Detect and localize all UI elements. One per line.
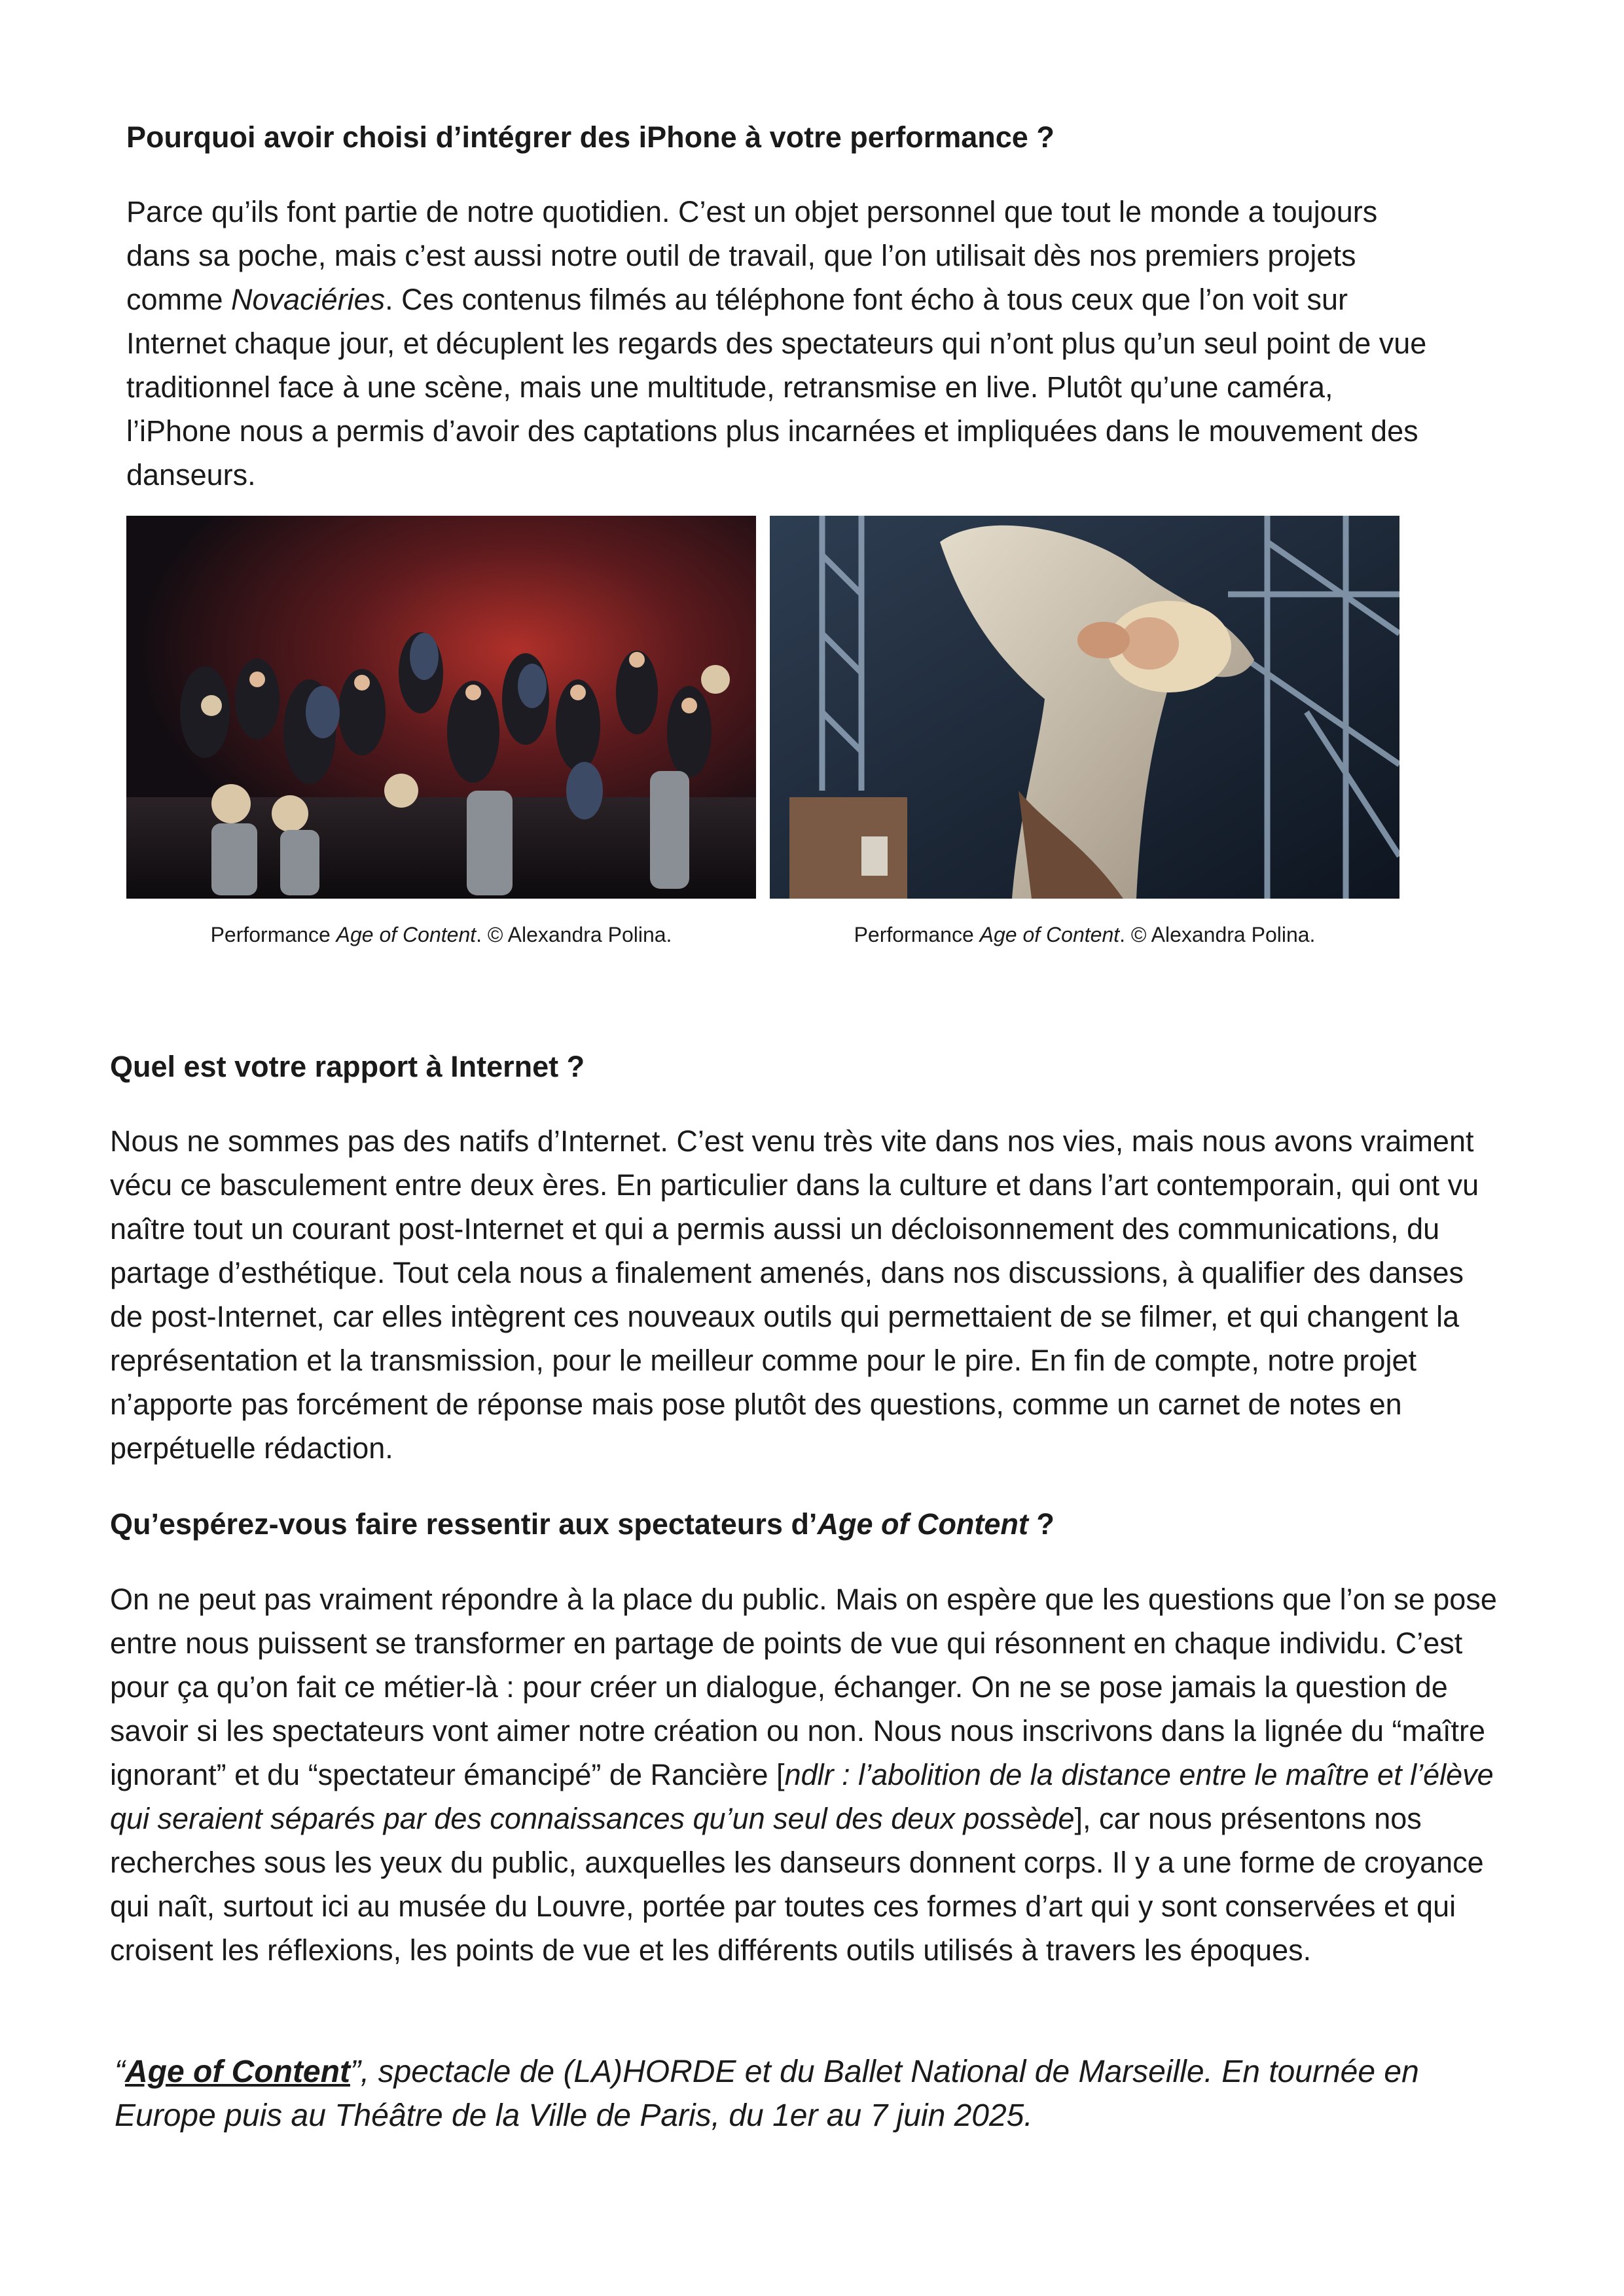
show-credits: “Age of Content”, spectacle de (LA)HORDE et du Ballet National de Marseille. En tournée en Europe puis au Théâtre de la Ville de Paris, du 1er au 7 juin 2025.	[115, 2054, 1419, 2133]
photo-caption: Performance Age of Content. © Alexandra Polina.	[854, 923, 1316, 946]
answer-paragraph: Parce qu’ils font partie de notre quotidien. C’est un objet personnel que tout le monde a toujours dans sa poche, mais c’est aussi notre outil de travail, que l’on utilisait dès nos premiers projets comme Novaciéries. Ces contenus filmés au téléphone font écho à tous ceux que l’on voit sur Internet chaque jour, et décuplent les regards des spectateurs qui n’ont plus qu’un seul point de vue traditionnel face à une scène, mais une multitude, retransmise en live. Plutôt qu’une caméra, l’iPhone nous a permis d’avoir des captations plus incarnées et impliquées dans le mouvement des danseurs.	[126, 195, 1427, 492]
show-title-link[interactable]: Age of Content	[124, 2054, 350, 2089]
question-heading: Qu’espérez-vous faire ressentir aux spectateurs d’Age of Content ?	[110, 1507, 1055, 1541]
performance-photo	[770, 516, 1399, 899]
question-heading: Quel est votre rapport à Internet ?	[110, 1050, 585, 1083]
answer-paragraph: Nous ne sommes pas des natifs d’Internet. C’est venu très vite dans nos vies, mais nous avons vraiment vécu ce basculement entre deux ères. En particulier dans la culture et dans l’art contemporain, qui ont vu naître tout un courant post-Internet et qui a permis aussi un décloisonnement des communications, du partage d’esthétique. Tout cela nous a finalement amenés, dans nos discussions, à qualifier des danses de post-Internet, car elles intègrent ces nouveaux outils qui permettaient de se filmer, et qui changent la représentation et la transmission, pour le meilleur comme pour le pire. En fin de compte, notre projet n’apporte pas forcément de réponse mais pose plutôt des questions, comme un carnet de notes en perpétuelle rédaction.	[110, 1124, 1479, 1465]
performance-photo	[126, 516, 756, 899]
question-heading: Pourquoi avoir choisi d’intégrer des iPhone à votre performance ?	[126, 120, 1055, 154]
photo-caption: Performance Age of Content. © Alexandra Polina.	[210, 923, 672, 946]
answer-paragraph: On ne peut pas vraiment répondre à la place du public. Mais on espère que les questions que l’on se pose entre nous puissent se transformer en partage de points de vue qui résonnent en chaque individu. C’est pour ça qu’on fait ce métier-là : pour créer un dialogue, échanger. On ne se pose jamais la question de savoir si les spectateurs vont aimer notre création ou non. Nous nous inscrivons dans la lignée du “maître ignorant” et du “spectateur émancipé” de Rancière [ndlr : l’abolition de la distance entre le maître et l’élève qui seraient séparés par des connaissances qu’un seul des deux possède], car nous présentons nos recherches sous les yeux du public, auxquelles les danseurs donnent corps. Il y a une forme de croyance qui naît, surtout ici au musée du Louvre, portée par toutes ces formes d’art qui y sont conservées et qui croisent les réflexions, les points de vue et les différents outils utilisés à travers les époques.	[110, 1583, 1497, 1967]
